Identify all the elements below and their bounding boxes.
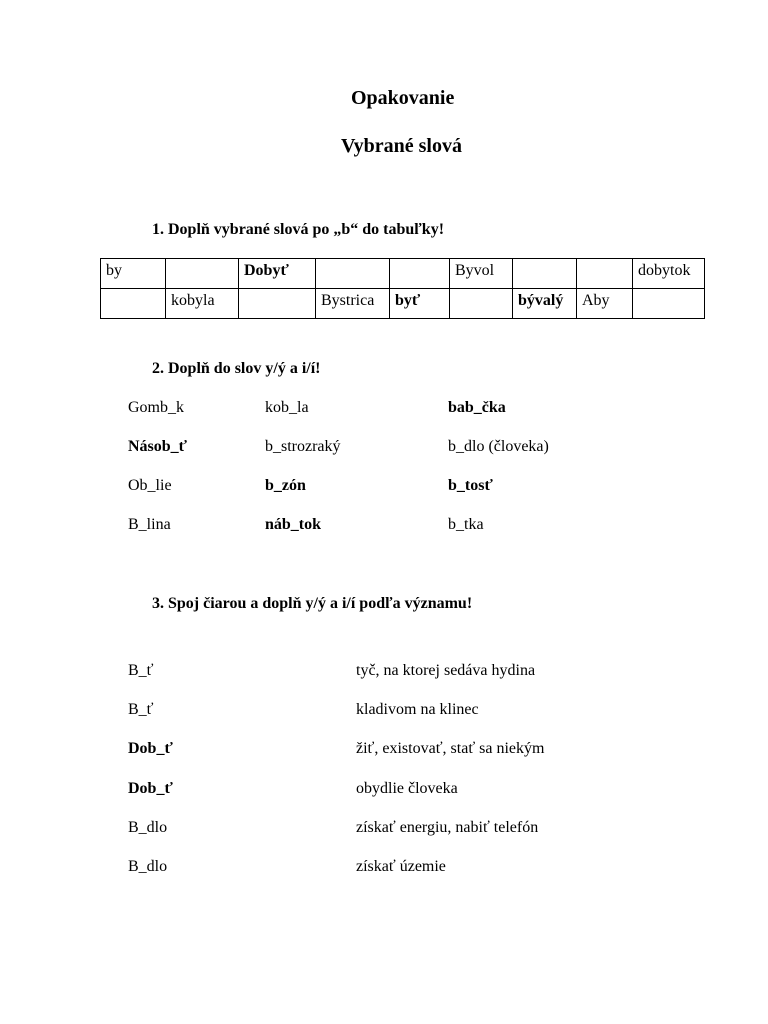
table-cell[interactable] [101,289,166,319]
table-cell[interactable]: Bystrica [316,289,390,319]
table-cell[interactable]: Aby [577,289,633,319]
table-cell[interactable] [633,289,705,319]
task2-heading: 2. Doplň do slov y/ý a i/í! [152,360,321,377]
list-item: obydlie človeka [356,780,458,797]
list-item: bab_čka [448,399,506,416]
table-cell[interactable]: bývalý [513,289,577,319]
table-cell[interactable]: kobyla [166,289,239,319]
list-item: B_ť [128,701,154,718]
list-item: B_dlo [128,858,168,875]
list-item: Násob_ť [128,438,188,455]
table-cell[interactable] [577,259,633,289]
list-item: Dob_ť [128,740,173,757]
page-title: Opakovanie [351,87,455,109]
table-cell[interactable]: Byvol [450,259,513,289]
list-item: b_dlo (človeka) [448,438,549,455]
list-item: B_dlo [128,819,168,836]
list-item: tyč, na ktorej sedáva hydina [356,662,536,679]
task1-heading: 1. Doplň vybrané slová po „b“ do tabuľky! [152,221,445,238]
task1-table [100,258,705,319]
list-item: kob_la [265,399,309,416]
table-cell[interactable] [316,259,390,289]
list-item: náb_tok [265,516,322,533]
table-cell[interactable] [166,259,239,289]
list-item: b_strozraký [265,438,341,455]
list-item: b_zón [265,477,306,494]
table-cell[interactable] [239,289,316,319]
list-item: získať energiu, nabiť telefón [356,819,539,836]
table-cell[interactable]: dobytok [633,259,705,289]
table-cell[interactable] [513,259,577,289]
list-item: B_ť [128,662,154,679]
list-item: Dob_ť [128,780,173,797]
list-item: získať územie [356,858,446,875]
list-item: B_lina [128,516,171,533]
page-subtitle: Vybrané slová [341,135,462,157]
list-item: b_tosť [448,477,493,494]
table-cell[interactable]: by [101,259,166,289]
table-row [101,289,705,319]
table-cell[interactable] [390,259,450,289]
list-item: Ob_lie [128,477,172,494]
list-item: žiť, existovať, stať sa niekým [356,740,545,757]
list-item: b_tka [448,516,484,533]
list-item: Gomb_k [128,399,184,416]
table-cell[interactable]: Dobyť [239,259,316,289]
task3-heading: 3. Spoj čiarou a doplň y/ý a i/í podľa významu! [152,595,473,612]
list-item: kladivom na klinec [356,701,479,718]
table-row [101,259,705,289]
table-cell[interactable] [450,289,513,319]
table-cell[interactable]: byť [390,289,450,319]
